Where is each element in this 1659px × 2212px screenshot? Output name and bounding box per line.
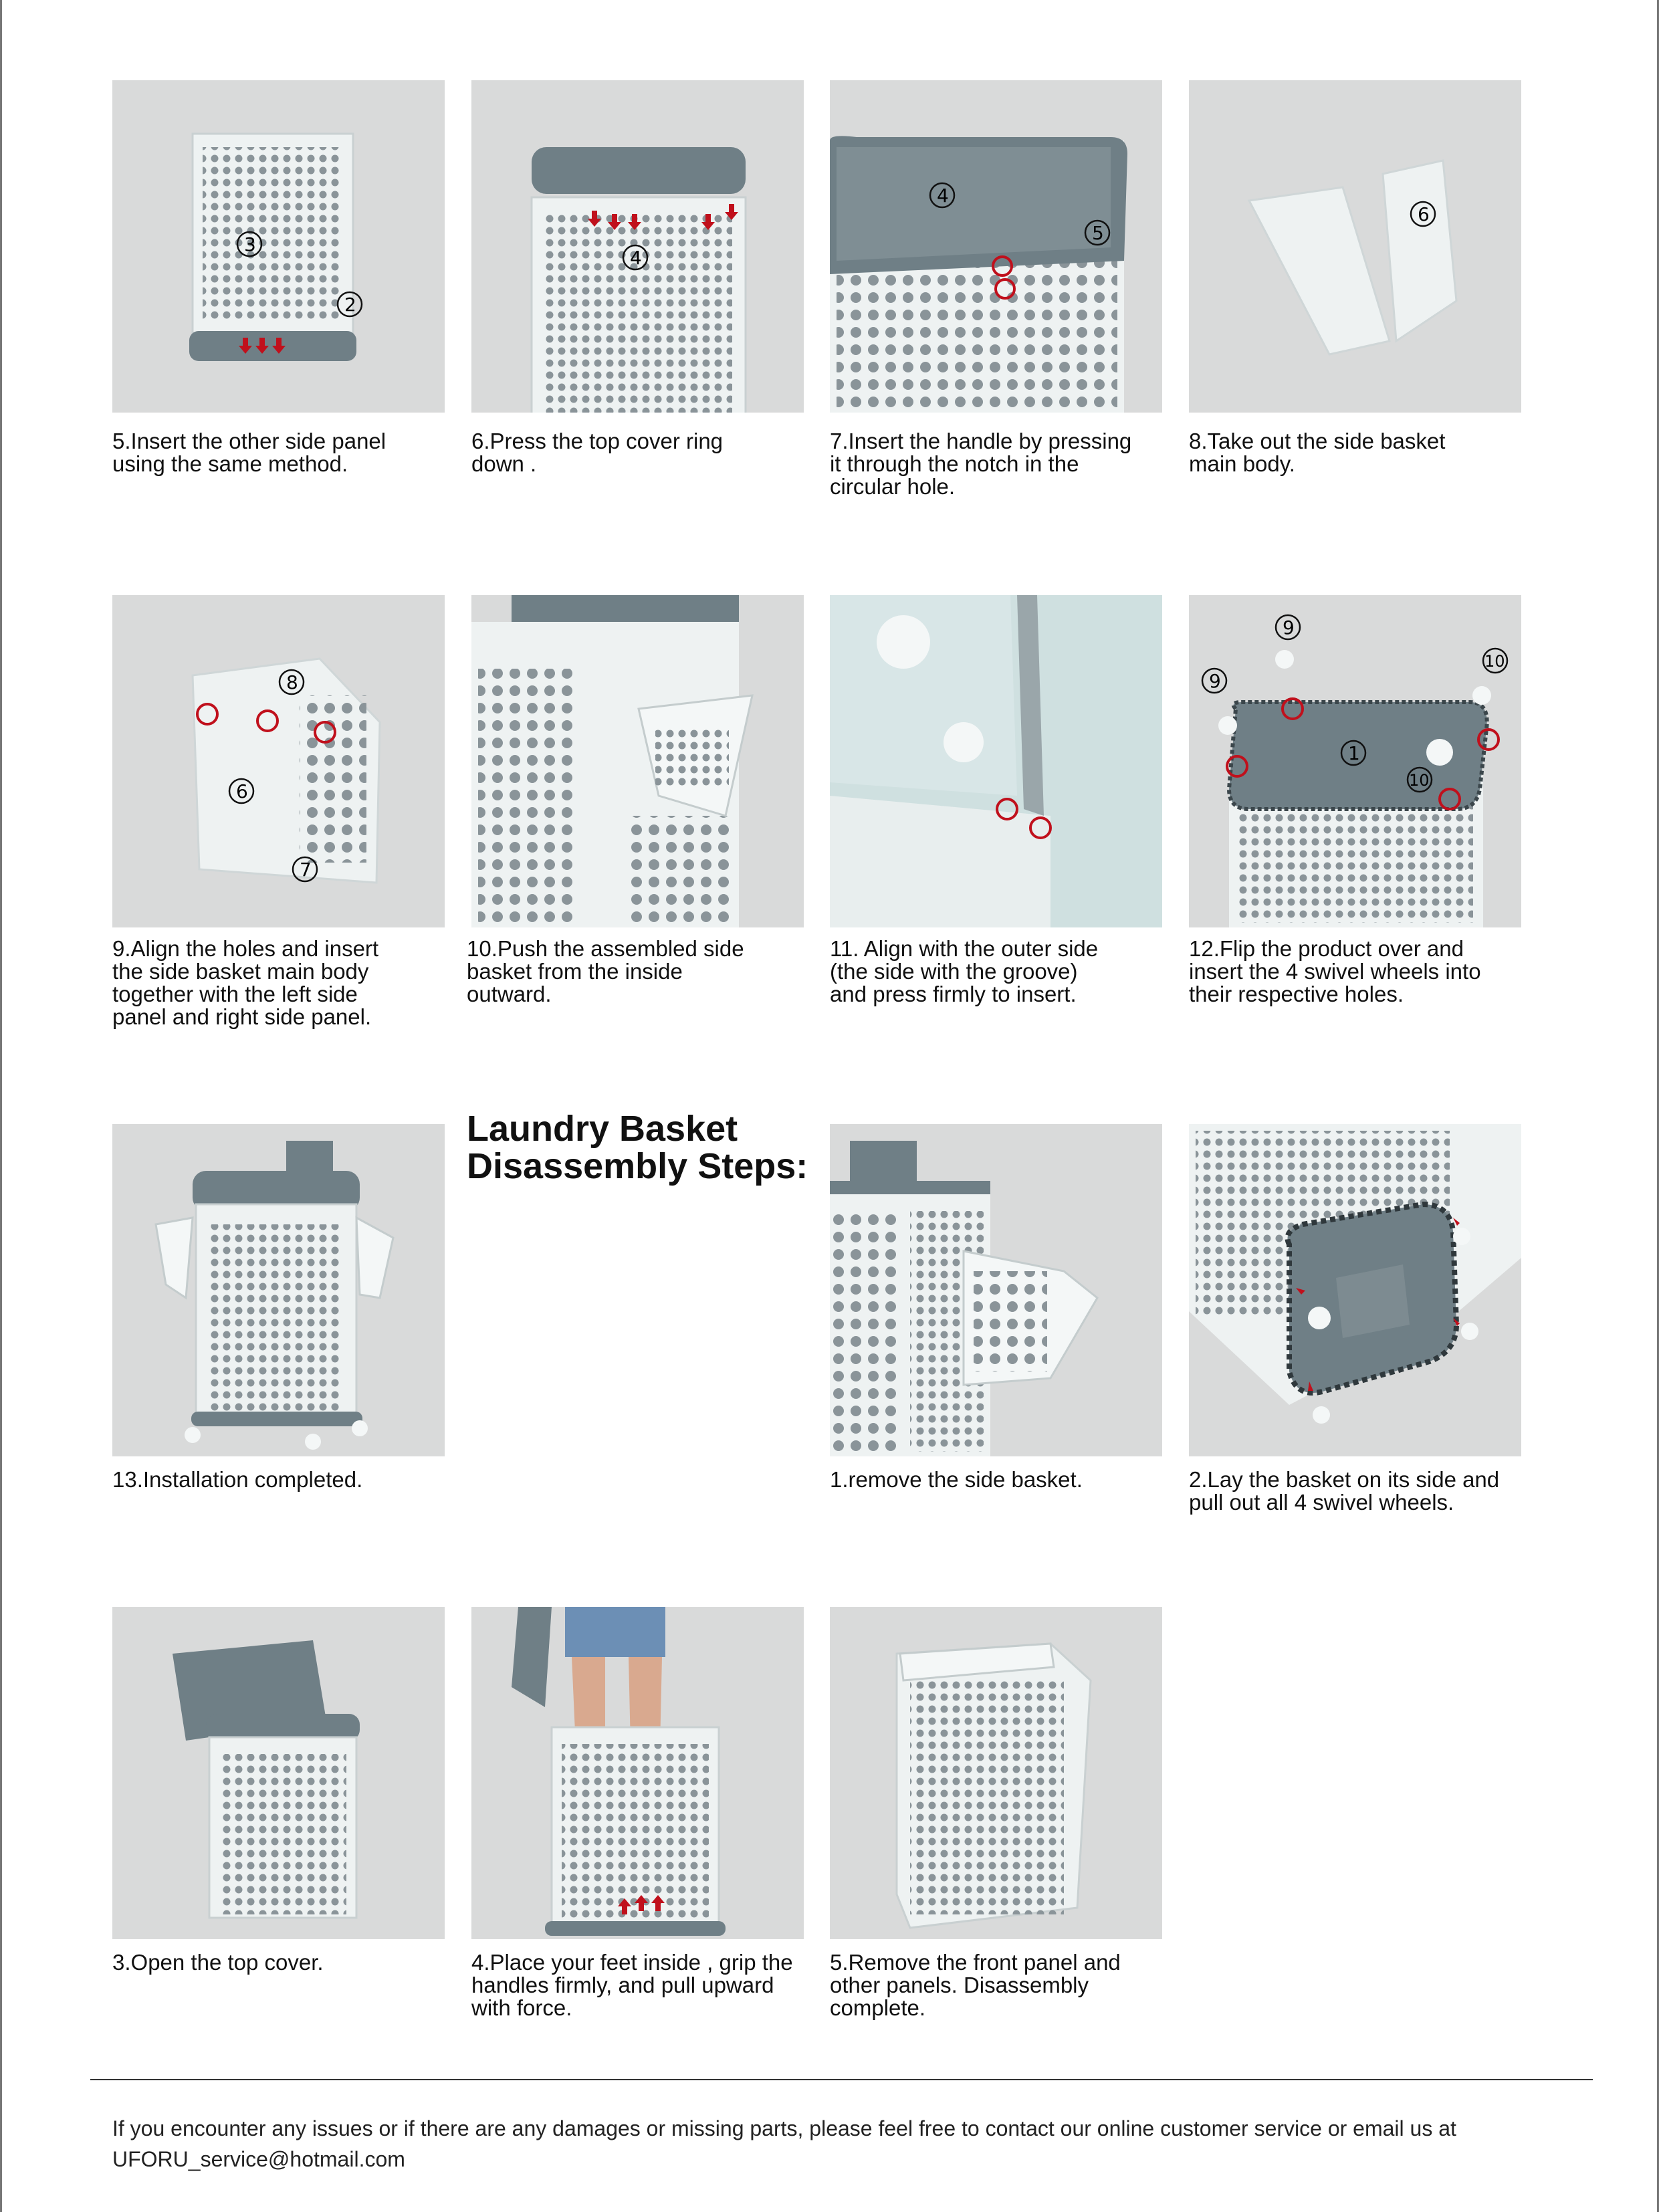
step-8-photo: [1189, 80, 1521, 413]
step-9-photo: [112, 595, 445, 927]
svg-text:8: 8: [286, 671, 298, 693]
step-12-photo: [1189, 595, 1521, 927]
disassembly-step-4-caption: 4.Place your feet inside , grip the handles firmly, and pull upward with force.: [471, 1950, 793, 2020]
step-6-caption: 6.Press the top cover ring down .: [471, 429, 724, 476]
basket-illustration: [830, 1607, 1162, 1939]
svg-text:6: 6: [236, 780, 248, 802]
disassembly-step-5-caption: 5.Remove the front panel and other panels. Disassembly complete.: [830, 1950, 1121, 2020]
svg-text:9: 9: [1209, 670, 1221, 692]
svg-text:10: 10: [1484, 652, 1505, 671]
step-5-photo: [112, 80, 445, 413]
basket-illustration: [112, 595, 445, 927]
disassembly-step-1-caption: 1.remove the side basket.: [830, 1467, 1083, 1492]
footer-divider: [90, 2079, 1593, 2080]
basket-illustration: [1189, 595, 1521, 927]
step-7-caption: 7.Insert the handle by pressing it through the notch in the circular hole.: [830, 429, 1132, 499]
basket-illustration: [112, 1607, 445, 1939]
step-6-photo: [471, 80, 804, 413]
svg-text:3: 3: [244, 233, 256, 255]
basket-illustration: [1189, 1124, 1521, 1456]
svg-text:2: 2: [344, 294, 356, 316]
svg-text:4: 4: [630, 247, 642, 269]
basket-illustration: [830, 1124, 1162, 1456]
step-9-caption: 9.Align the holes and insert the side basket main body together with the left side panel and right side panel.: [112, 936, 379, 1029]
basket-illustration: [471, 1607, 804, 1939]
svg-text:4: 4: [937, 185, 949, 207]
basket-illustration: [112, 1124, 445, 1456]
red-arrow-icon: [239, 338, 286, 354]
step-13-caption: 13.Installation completed.: [112, 1467, 363, 1492]
svg-text:9: 9: [1283, 617, 1295, 639]
basket-illustration: [112, 80, 445, 413]
svg-text:6: 6: [1418, 203, 1430, 225]
disassembly-step-5-photo: [830, 1607, 1162, 1939]
step-11-caption: 11. Align with the outer side (the side with the groove) and press firmly to insert.: [830, 936, 1099, 1006]
svg-text:10: 10: [1409, 771, 1430, 790]
disassembly-step-4-photo: [471, 1607, 804, 1939]
disassembly-step-2-caption: 2.Lay the basket on its side and pull out all 4 swivel wheels.: [1189, 1467, 1500, 1515]
basket-illustration: [830, 80, 1162, 413]
disassembly-step-2-photo: [1189, 1124, 1521, 1456]
step-10-photo: [471, 595, 804, 927]
disassembly-step-3-photo: [112, 1607, 445, 1939]
step-10-caption: 10.Push the assembled side basket from the inside outward.: [467, 936, 744, 1006]
step-8-caption: 8.Take out the side basket main body.: [1189, 429, 1446, 476]
footer-contact-text: If you encounter any issues or if there are any damages or missing parts, please feel free to contact our online customer service or email us at UFORU_service@hotmail.com: [112, 2116, 1456, 2171]
svg-text:7: 7: [300, 859, 312, 881]
basket-illustration: [830, 595, 1162, 927]
step-11-photo: [830, 595, 1162, 927]
svg-text:1: 1: [1348, 742, 1360, 764]
disassembly-heading: Laundry Basket Disassembly Steps:: [467, 1109, 808, 1186]
step-13-photo: [112, 1124, 445, 1456]
step-12-caption: 12.Flip the product over and insert the 4 swivel wheels into their respective holes.: [1189, 936, 1481, 1006]
svg-text:5: 5: [1092, 222, 1104, 244]
disassembly-step-1-photo: [830, 1124, 1162, 1456]
basket-illustration: [1189, 80, 1521, 413]
step-5-caption: 5.Insert the other side panel using the same method.: [112, 429, 386, 476]
disassembly-step-3-caption: 3.Open the top cover.: [112, 1950, 324, 1975]
step-7-photo: [830, 80, 1162, 413]
basket-illustration: [471, 595, 804, 927]
basket-illustration: [471, 80, 804, 413]
